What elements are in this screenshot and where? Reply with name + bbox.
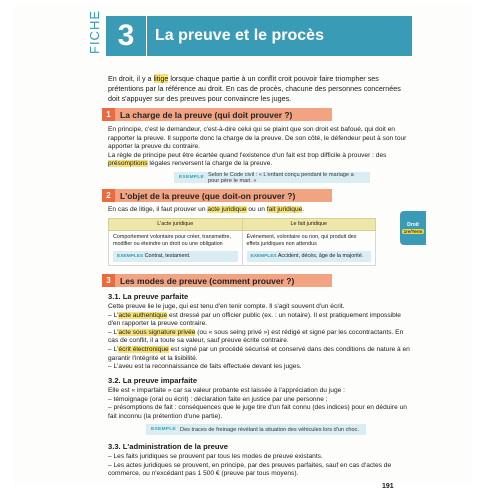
paragraph-text: .	[302, 206, 305, 213]
section-number: 1	[102, 108, 115, 121]
side-tab-label: Droit	[407, 221, 419, 228]
subsection-3-2-example	[146, 424, 366, 435]
page-title: La preuve et le procès	[147, 16, 412, 56]
fiche-label: FICHE	[87, 10, 102, 54]
example-text: Accident, décès, âge de la majorité.	[277, 253, 364, 259]
list-text: est dressé par un officier public (ex. : un notaire). Il est pratiquement impossible d'en rapporter la preuve contraire.	[108, 311, 401, 328]
section-title: L'objet de la preuve (que doit-on prouver ?)	[120, 190, 296, 201]
paragraph-text: La règle de principe peut être écartée quand l'existence d'un fait est trop difficile à prouver : des	[108, 151, 387, 159]
intro-text: En droit, il y a	[108, 74, 154, 83]
side-tab-level: 1re/Term	[403, 228, 423, 234]
table-header: Le fait juridique	[242, 219, 376, 231]
term-litige: litige	[153, 74, 169, 83]
subsection-3-3-body	[108, 453, 413, 479]
side-tab	[400, 211, 426, 245]
paragraph-text: Elle est « imparfaite » car sa valeur probante est laissée à l'appréciation du juge :	[108, 387, 345, 394]
list-text: – L'	[108, 311, 119, 319]
cell-text: Événement, volontaire ou non, qui produit des effets juridiques non attendus	[246, 234, 357, 247]
paragraph-text: ou un	[246, 206, 267, 213]
section-1-example	[174, 172, 370, 183]
table-header: L'acte juridique	[109, 219, 243, 231]
list-text: – Les faits juridiques se prouvent par tous les modes de preuve existants.	[108, 453, 323, 460]
paragraph-text: En cas de litige, il faut prouver un	[108, 206, 208, 213]
list-text: est signé par un procédé sécurisé et conservé dans des conditions de nature à en garantir l'intégrité et la lisibilité.	[108, 345, 410, 362]
subsection-3-1-title: 3.1. La preuve parfaite	[108, 292, 189, 301]
example-tag: EXEMPLES	[250, 254, 277, 259]
paragraph-text: Cette preuve lie le juge, qui est tenu d'en tenir compte. Il s'agit souvent d'un écrit.	[108, 303, 345, 310]
section-1-heading	[102, 108, 332, 121]
term-presomptions: présomptions	[108, 160, 148, 168]
list-text: – L'	[108, 328, 119, 336]
table-cell	[109, 231, 243, 266]
term-acte-authentique: acte authentique	[118, 311, 168, 319]
subsection-3-1-body	[108, 303, 413, 372]
example-tag: EXEMPLES	[117, 254, 144, 259]
paragraph-text: légales renversent la charge de la preuve.	[147, 160, 273, 168]
section-number: 3	[102, 274, 115, 287]
subsection-3-3-title: 3.3. L'administration de la preuve	[108, 442, 228, 451]
page	[14, 6, 472, 490]
list-text: – L'aveu est la reconnaissance de faits effectuée devant les juges.	[108, 363, 302, 371]
term-fait-juridique: fait juridique	[266, 206, 303, 213]
section-3-heading	[102, 274, 332, 287]
list-text: (ou « sous seing privé ») est rédigé et signé par les cocontractants. En cas de conflit, il a toute sa valeur, sauf preuve écrite contraire.	[108, 328, 404, 345]
acte-fait-table	[108, 218, 376, 266]
term-acte-juridique: acte juridique	[207, 206, 247, 213]
paragraph-text: En principe, c'est le demandeur, c'est-à-dire celui qui se plaint que son droit est bafoué, qui doit en rapporter la preuve. Il supporte donc la charge de la preuve. De son côté, le défendeur peut à son tour apporter la preuve du contraire.	[108, 126, 407, 151]
intro-paragraph	[108, 74, 413, 104]
term-acte-sous-signature: acte sous signature privée	[118, 328, 196, 336]
subsection-3-2-title: 3.2. La preuve imparfaite	[108, 376, 198, 385]
example-text: Contrat, testament.	[144, 253, 191, 259]
section-2-heading	[102, 189, 332, 202]
cell-example	[247, 251, 372, 262]
intro-text: lorsque chaque partie à un conflit croit pouvoir faire triompher ses prétentions par la référence au droit. En cas de procès, chacune des personnes concernées doit s'appuyer sur des preuves pour convaincre les juges.	[108, 74, 401, 103]
example-text: Des traces de freinage révélant la situation des véhicules lors d'un choc.	[180, 426, 359, 433]
list-text: – L'	[108, 345, 119, 353]
section-number: 2	[102, 189, 115, 202]
section-title: Les modes de preuve (comment prouver ?)	[120, 275, 295, 286]
cell-example	[113, 251, 238, 262]
example-tag: EXEMPLE	[151, 427, 177, 432]
table-cell	[242, 231, 376, 266]
section-title: La charge de la preuve (qui doit prouver ?)	[120, 109, 293, 120]
list-text: – témoignage (oral ou écrit) : déclaration faite en justice par une personne ;	[108, 395, 328, 403]
example-tag: EXEMPLE	[179, 175, 205, 180]
fiche-number: 3	[106, 16, 146, 56]
list-text: – présomptions de fait : conséquences que le juge tire d'un fait connu (des indices) pour en déduire un fait inconnu (la prétention d'une partie).	[108, 404, 407, 420]
section-2-intro	[108, 206, 413, 215]
page-number: 191	[382, 483, 394, 490]
section-1-paragraph	[108, 126, 413, 169]
term-ecrit-electronique: écrit électronique	[118, 345, 169, 353]
subsection-3-2-body	[108, 387, 413, 421]
example-text: Selon le Code civil : « L'enfant conçu pendant le mariage a pour père le mari. »	[208, 171, 354, 184]
list-text: – Les actes juridiques se prouvent, en principe, par des preuves parfaites, sauf en cas d'actes de commerce, ou n'excédant pas 1 500 € (preuve par tous moyens).	[108, 461, 392, 478]
cell-text: Comportement volontaire pour créer, transmettre, modifier ou éteindre un droit ou une obligation	[113, 234, 232, 247]
